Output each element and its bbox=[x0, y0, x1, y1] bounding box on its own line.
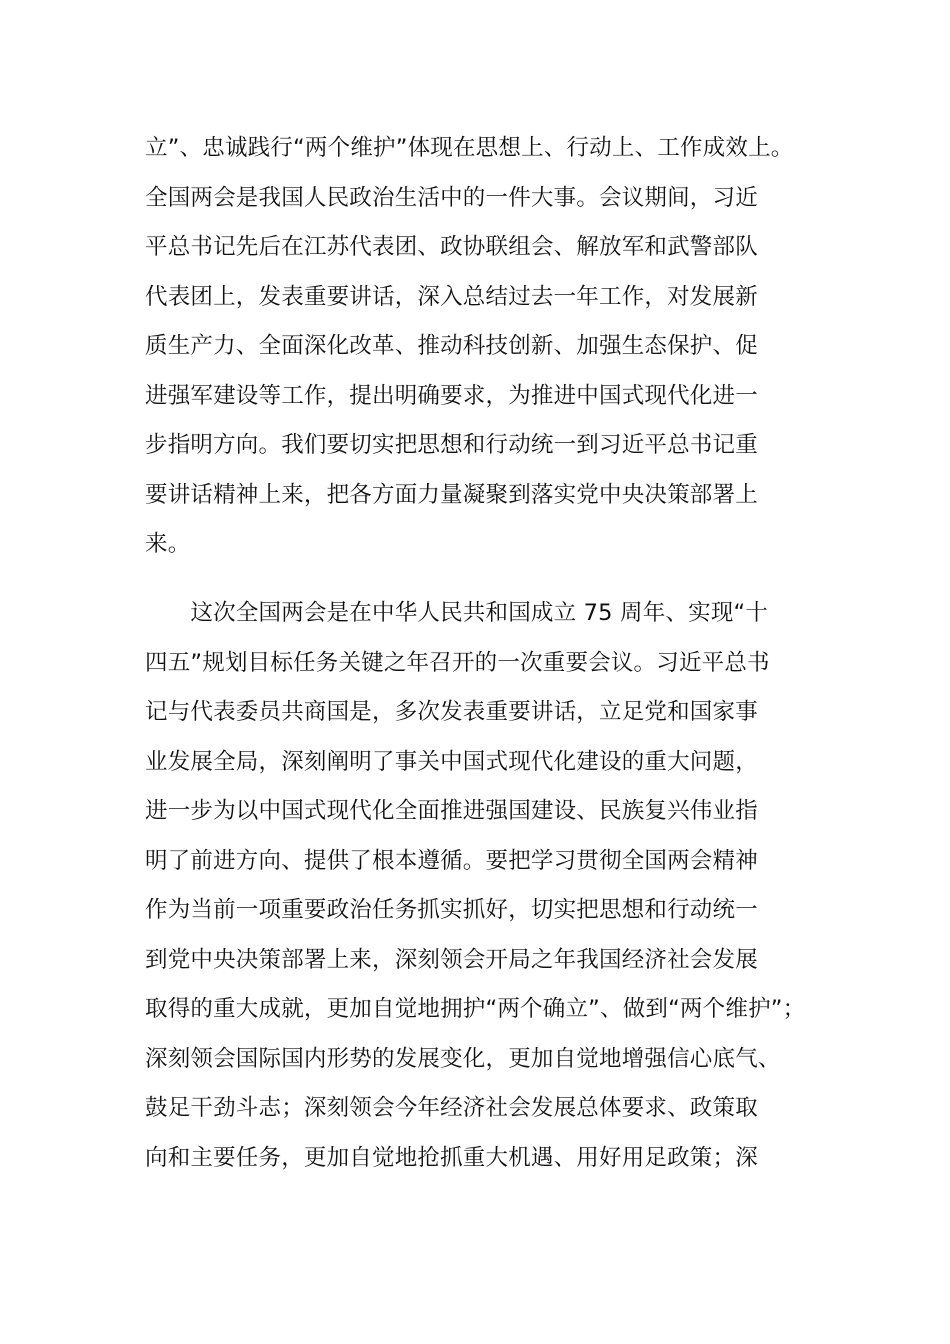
text-line: 平总书记先后在江苏代表团、政协联组会、解放军和武警部队 bbox=[145, 234, 758, 260]
text-line: 步指明方向。我们要切实把思想和行动统一到习近平总书记重 bbox=[145, 432, 758, 458]
text-line: 作为当前一项重要政治任务抓实抓好，切实把思想和行动统一 bbox=[145, 897, 758, 923]
text-line: 取得的重大成就，更加自觉地拥护“两个确立”、做到“两个维护”； bbox=[145, 996, 806, 1022]
text-line: 代表团上，发表重要讲话，深入总结过去一年工作，对发展新 bbox=[145, 283, 758, 310]
text-line: 要讲话精神上来，把各方面力量凝聚到落实党中央决策部署上 bbox=[145, 481, 758, 508]
text-line: 明了前进方向、提供了根本遵循。要把学习贯彻全国两会精神 bbox=[145, 847, 758, 874]
text-line: 这次全国两会是在中华人民共和国成立 75 周年、实现“十 bbox=[145, 600, 769, 626]
text-line: 向和主要任务，更加自觉地抢抓重大机遇、用好用足政策；深 bbox=[145, 1144, 758, 1171]
text-line: 四五”规划目标任务关键之年召开的一次重要会议。习近平总书 bbox=[145, 649, 770, 676]
text-line: 记与代表委员共商国是，多次发表重要讲话，立足党和国家事 bbox=[145, 699, 758, 725]
text-line: 进强军建设等工作，提出明确要求，为推进中国式现代化进一 bbox=[145, 382, 758, 409]
text-line: 质生产力、全面深化改革、推动科技创新、加强生态保护、促 bbox=[145, 333, 758, 359]
text-line: 业发展全局，深刻阐明了事关中国式现代化建设的重大问题， bbox=[145, 748, 758, 775]
text-line: 鼓足干劲斗志；深刻领会今年经济社会发展总体要求、政策取 bbox=[145, 1095, 758, 1121]
text-line: 深刻领会国际国内形势的发展变化，更加自觉地增强信心底气、 bbox=[145, 1045, 781, 1072]
text-line: 到党中央决策部署上来，深刻领会开局之年我国经济社会发展 bbox=[145, 946, 758, 973]
text-line: 全国两会是我国人民政治生活中的一件大事。会议期间，习近 bbox=[145, 184, 758, 211]
text-line: 立”、忠诚践行“两个维护”体现在思想上、行动上、工作成效上。 bbox=[145, 135, 794, 161]
text-line: 来。 bbox=[145, 531, 191, 557]
text-line: 进一步为以中国式现代化全面推进强国建设、民族复兴伟业指 bbox=[145, 798, 758, 824]
